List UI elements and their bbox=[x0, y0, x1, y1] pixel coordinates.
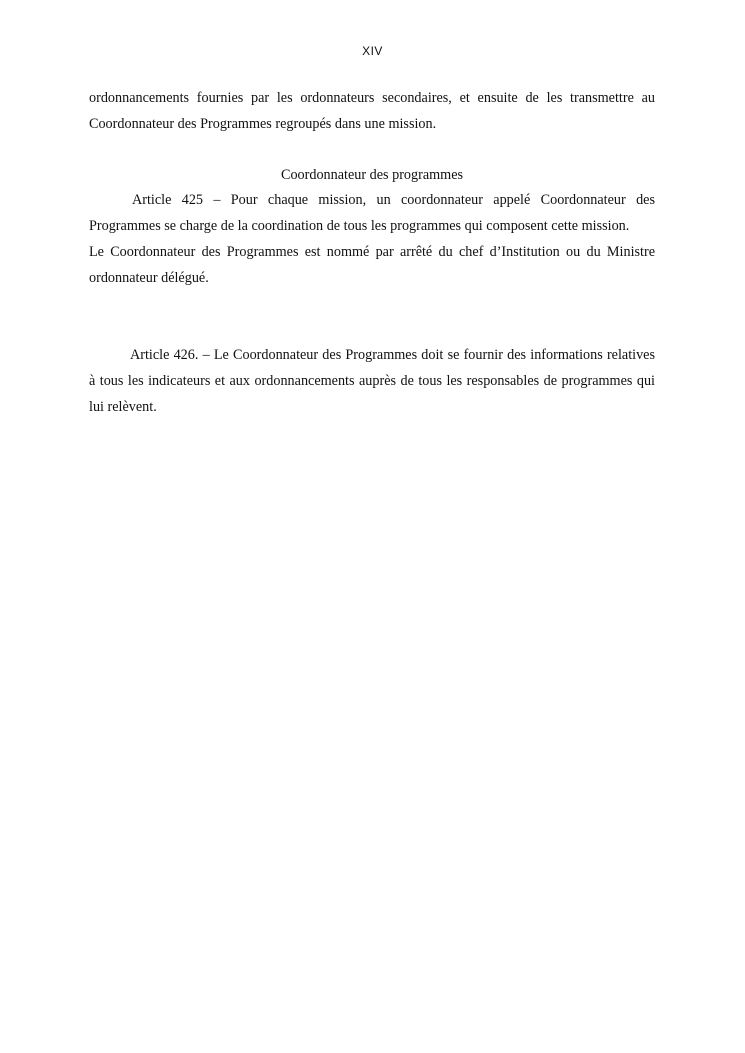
article-425 bbox=[89, 187, 655, 291]
article-426-paragraph-1: Article 426. – Le Coordonnateur des Programmes doit se fournir des informations relatives à tous les indicateurs et aux ordonnancements auprès de tous les responsables de programmes qui lui relèvent. bbox=[89, 347, 655, 415]
continuation-text: ordonnancements fournies par les ordonnateurs secondaires, et ensuite de les transmettre au Coordonnateur des Programmes regroupés dans une mission. bbox=[89, 90, 655, 132]
article-425-paragraph-1: Article 425 – Pour chaque mission, un coordonnateur appelé Coordonnateur des Programmes se charge de la coordination de tous les programmes qui composent cette mission. bbox=[89, 192, 655, 234]
section-heading: Coordonnateur des programmes bbox=[280, 167, 464, 183]
article-425-paragraph-2: Le Coordonnateur des Programmes est nommé par arrêté du chef d’Institution ou du Ministre ordonnateur délégué. bbox=[89, 244, 655, 286]
page-number: XIV bbox=[362, 44, 383, 58]
article-426 bbox=[89, 342, 655, 420]
continuation-paragraph bbox=[89, 85, 655, 137]
